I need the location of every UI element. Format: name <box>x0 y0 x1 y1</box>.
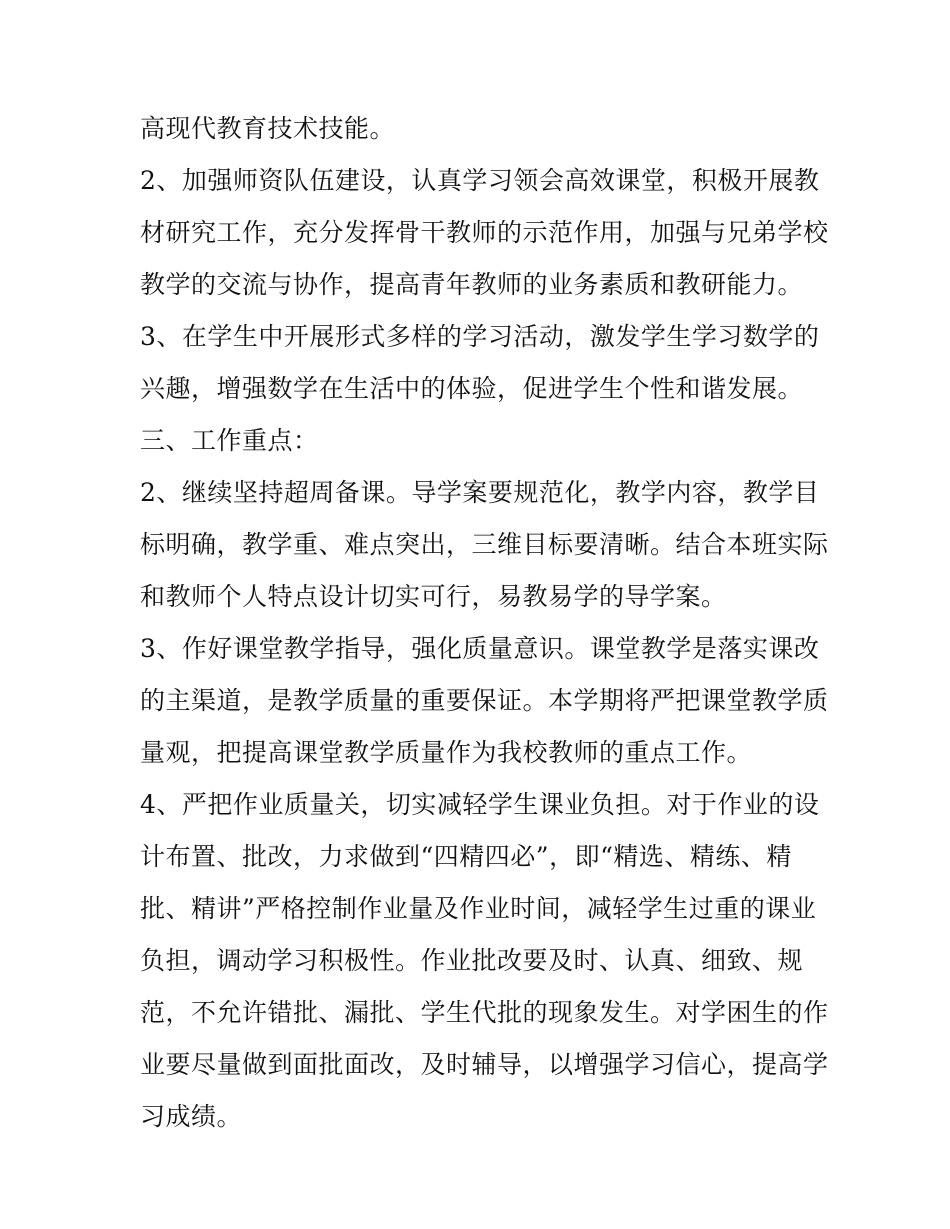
text-line: 习成绩。 <box>140 1102 243 1131</box>
text-line: 负担，调动学习积极性。作业批改要及时、认真、细致、规 <box>140 946 804 975</box>
text-line: 3、作好课堂教学指导，强化质量意识。课堂教学是落实课改 <box>140 634 820 663</box>
text-line: 量观，把提高课堂教学质量作为我校教师的重点工作。 <box>140 738 753 767</box>
text-line: 的主渠道，是教学质量的重要保证。本学期将严把课堂教学质 <box>140 686 829 715</box>
text-line: 2、加强师资队伍建设，认真学习领会高效课堂，积极开展教 <box>140 166 820 195</box>
section-heading: 三、工作重点： <box>140 426 319 455</box>
text-line: 3、在学生中开展形式多样的学习活动，激发学生学习数学的 <box>140 322 820 351</box>
text-line: 计布置、批改，力求做到“四精四必”，即“精选、精练、精 <box>140 842 792 871</box>
text-line: 业要尽量做到面批面改，及时辅导，以增强学习信心，提高学 <box>140 1050 829 1079</box>
text-line: 4、严把作业质量关，切实减轻学生课业负担。对于作业的设 <box>140 790 820 819</box>
text-line: 标明确，教学重、难点突出，三维目标要清晰。结合本班实际 <box>140 530 829 559</box>
text-line: 高现代教育技术技能。 <box>140 114 396 143</box>
text-line: 和教师个人特点设计切实可行，易教易学的导学案。 <box>140 582 727 611</box>
text-line: 教学的交流与协作，提高青年教师的业务素质和教研能力。 <box>140 270 804 299</box>
text-line: 兴趣，增强数学在生活中的体验，促进学生个性和谐发展。 <box>140 374 804 403</box>
text-line: 2、继续坚持超周备课。导学案要规范化，教学内容，教学目 <box>140 478 820 507</box>
text-line: 范，不允许错批、漏批、学生代批的现象发生。对学困生的作 <box>140 998 829 1027</box>
text-line: 材研究工作，充分发挥骨干教师的示范作用，加强与兄弟学校 <box>140 218 829 247</box>
text-line: 批、精讲”严格控制作业量及作业时间，减轻学生过重的课业 <box>140 894 817 923</box>
